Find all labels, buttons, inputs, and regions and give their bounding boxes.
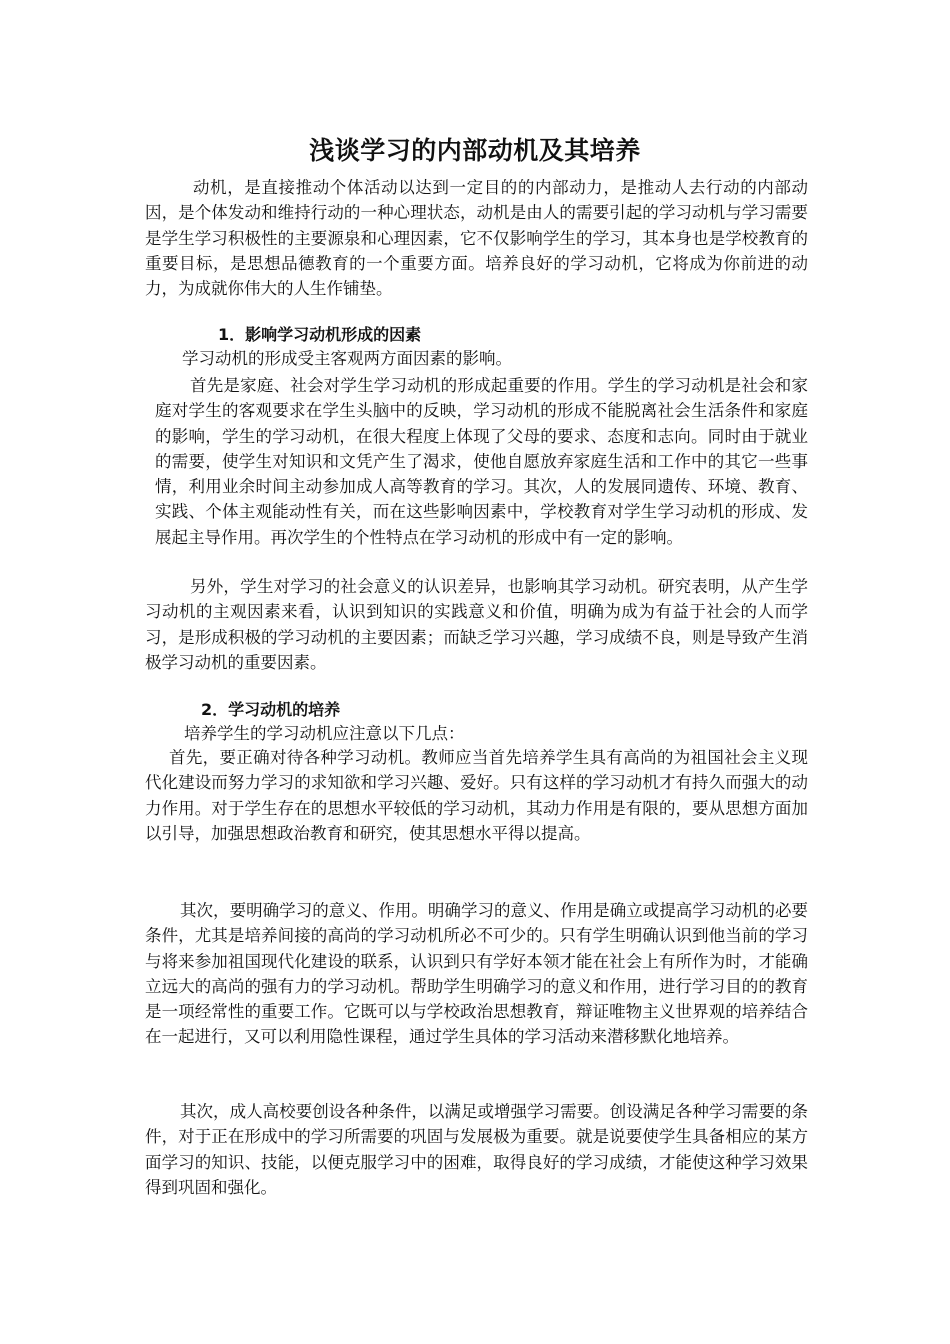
section-2-lead: 培养学生的学习动机应注意以下几点： xyxy=(184,724,465,743)
document-title: 浅谈学习的内部动机及其培养 xyxy=(309,136,641,165)
section-2-paragraph-2: 其次，要明确学习的意义、作用。明确学习的意义、作用是确立或提高学习动机的必要条件，尤其是培养间接的高尚的学习动机所必不可少的。只有学生明确认识到他当前的学习与将来参加祖国现代化建设的联系，认识到只有学好本领才能在社会上有所作为时，才能确立远大的高尚的强有力的学习动机。帮助学生明确学习的意义和作用，进行学习目的的教育是一项经常性的重要工作。它既可以与学校政治思想教育，辩证唯物主义世界观的培养结合在一起进行，又可以利用隐性课程，通过学生具体的学习活动来潜移默化地培养。 xyxy=(145,901,808,1047)
section-2-heading: 2．学习动机的培养 xyxy=(201,700,341,719)
section-1-lead: 学习动机的形成受主客观两方面因素的影响。 xyxy=(182,349,512,368)
intro-paragraph: 动机，是直接推动个体活动以达到一定目的的内部动力，是推动人去行动的内部动因，是个体发动和维持行动的一种心理状态，动机是由人的需要引起的学习动机与学习需要是学生学习积极性的主要源泉和心理因素，它不仅影响学生的学习，其本身也是学校教育的重要目标，是思想品德教育的一个重要方面。培养良好的学习动机，它将成为你前进的动力，为成就你伟大的人生作铺垫。 xyxy=(145,178,808,299)
section-2-paragraph-1: 首先，要正确对待各种学习动机。教师应当首先培养学生具有高尚的为祖国社会主义现代化建设而努力学习的求知欲和学习兴趣、爱好。只有这样的学习动机才有持久而强大的动力作用。对于学生存在的思想水平较低的学习动机，其动力作用是有限的，要从思想方面加以引导，加强思想政治教育和研究，使其思想水平得以提高。 xyxy=(145,748,808,843)
section-1-paragraph-1: 首先是家庭、社会对学生学习动机的形成起重要的作用。学生的学习动机是社会和家庭对学生的客观要求在学生头脑中的反映，学习动机的形成不能脱离社会生活条件和家庭的影响，学生的学习动机，在很大程度上体现了父母的要求、态度和志向。同时由于就业的需要，使学生对知识和文凭产生了渴求，使他自愿放弃家庭生活和工作中的其它一些事情，利用业余时间主动参加成人高等教育的学习。其次，人的发展同遗传、环境、教育、实践、个体主观能动性有关，而在这些影响因素中，学校教育对学生学习动机的形成、发展起主导作用。再次学生的个性特点在学习动机的形成中有一定的影响。 xyxy=(155,376,808,547)
section-1-paragraph-2: 另外，学生对学习的社会意义的认识差异，也影响其学习动机。研究表明，从产生学习动机的主观因素来看，认识到知识的实践意义和价值，明确为成为有益于社会的人而学习，是形成积极的学习动机的主要因素；而缺乏学习兴趣，学习成绩不良，则是导致产生消极学习动机的重要因素。 xyxy=(145,577,808,672)
section-1-heading: 1．影响学习动机形成的因素 xyxy=(218,325,422,344)
section-2-paragraph-3: 其次，成人高校要创设各种条件，以满足或增强学习需要。创设满足各种学习需要的条件，对于正在形成中的学习所需要的巩固与发展极为重要。就是说要使学生具备相应的某方面学习的知识、技能，以便克服学习中的困难，取得良好的学习成绩，才能使这种学习效果得到巩固和强化。 xyxy=(145,1102,808,1197)
